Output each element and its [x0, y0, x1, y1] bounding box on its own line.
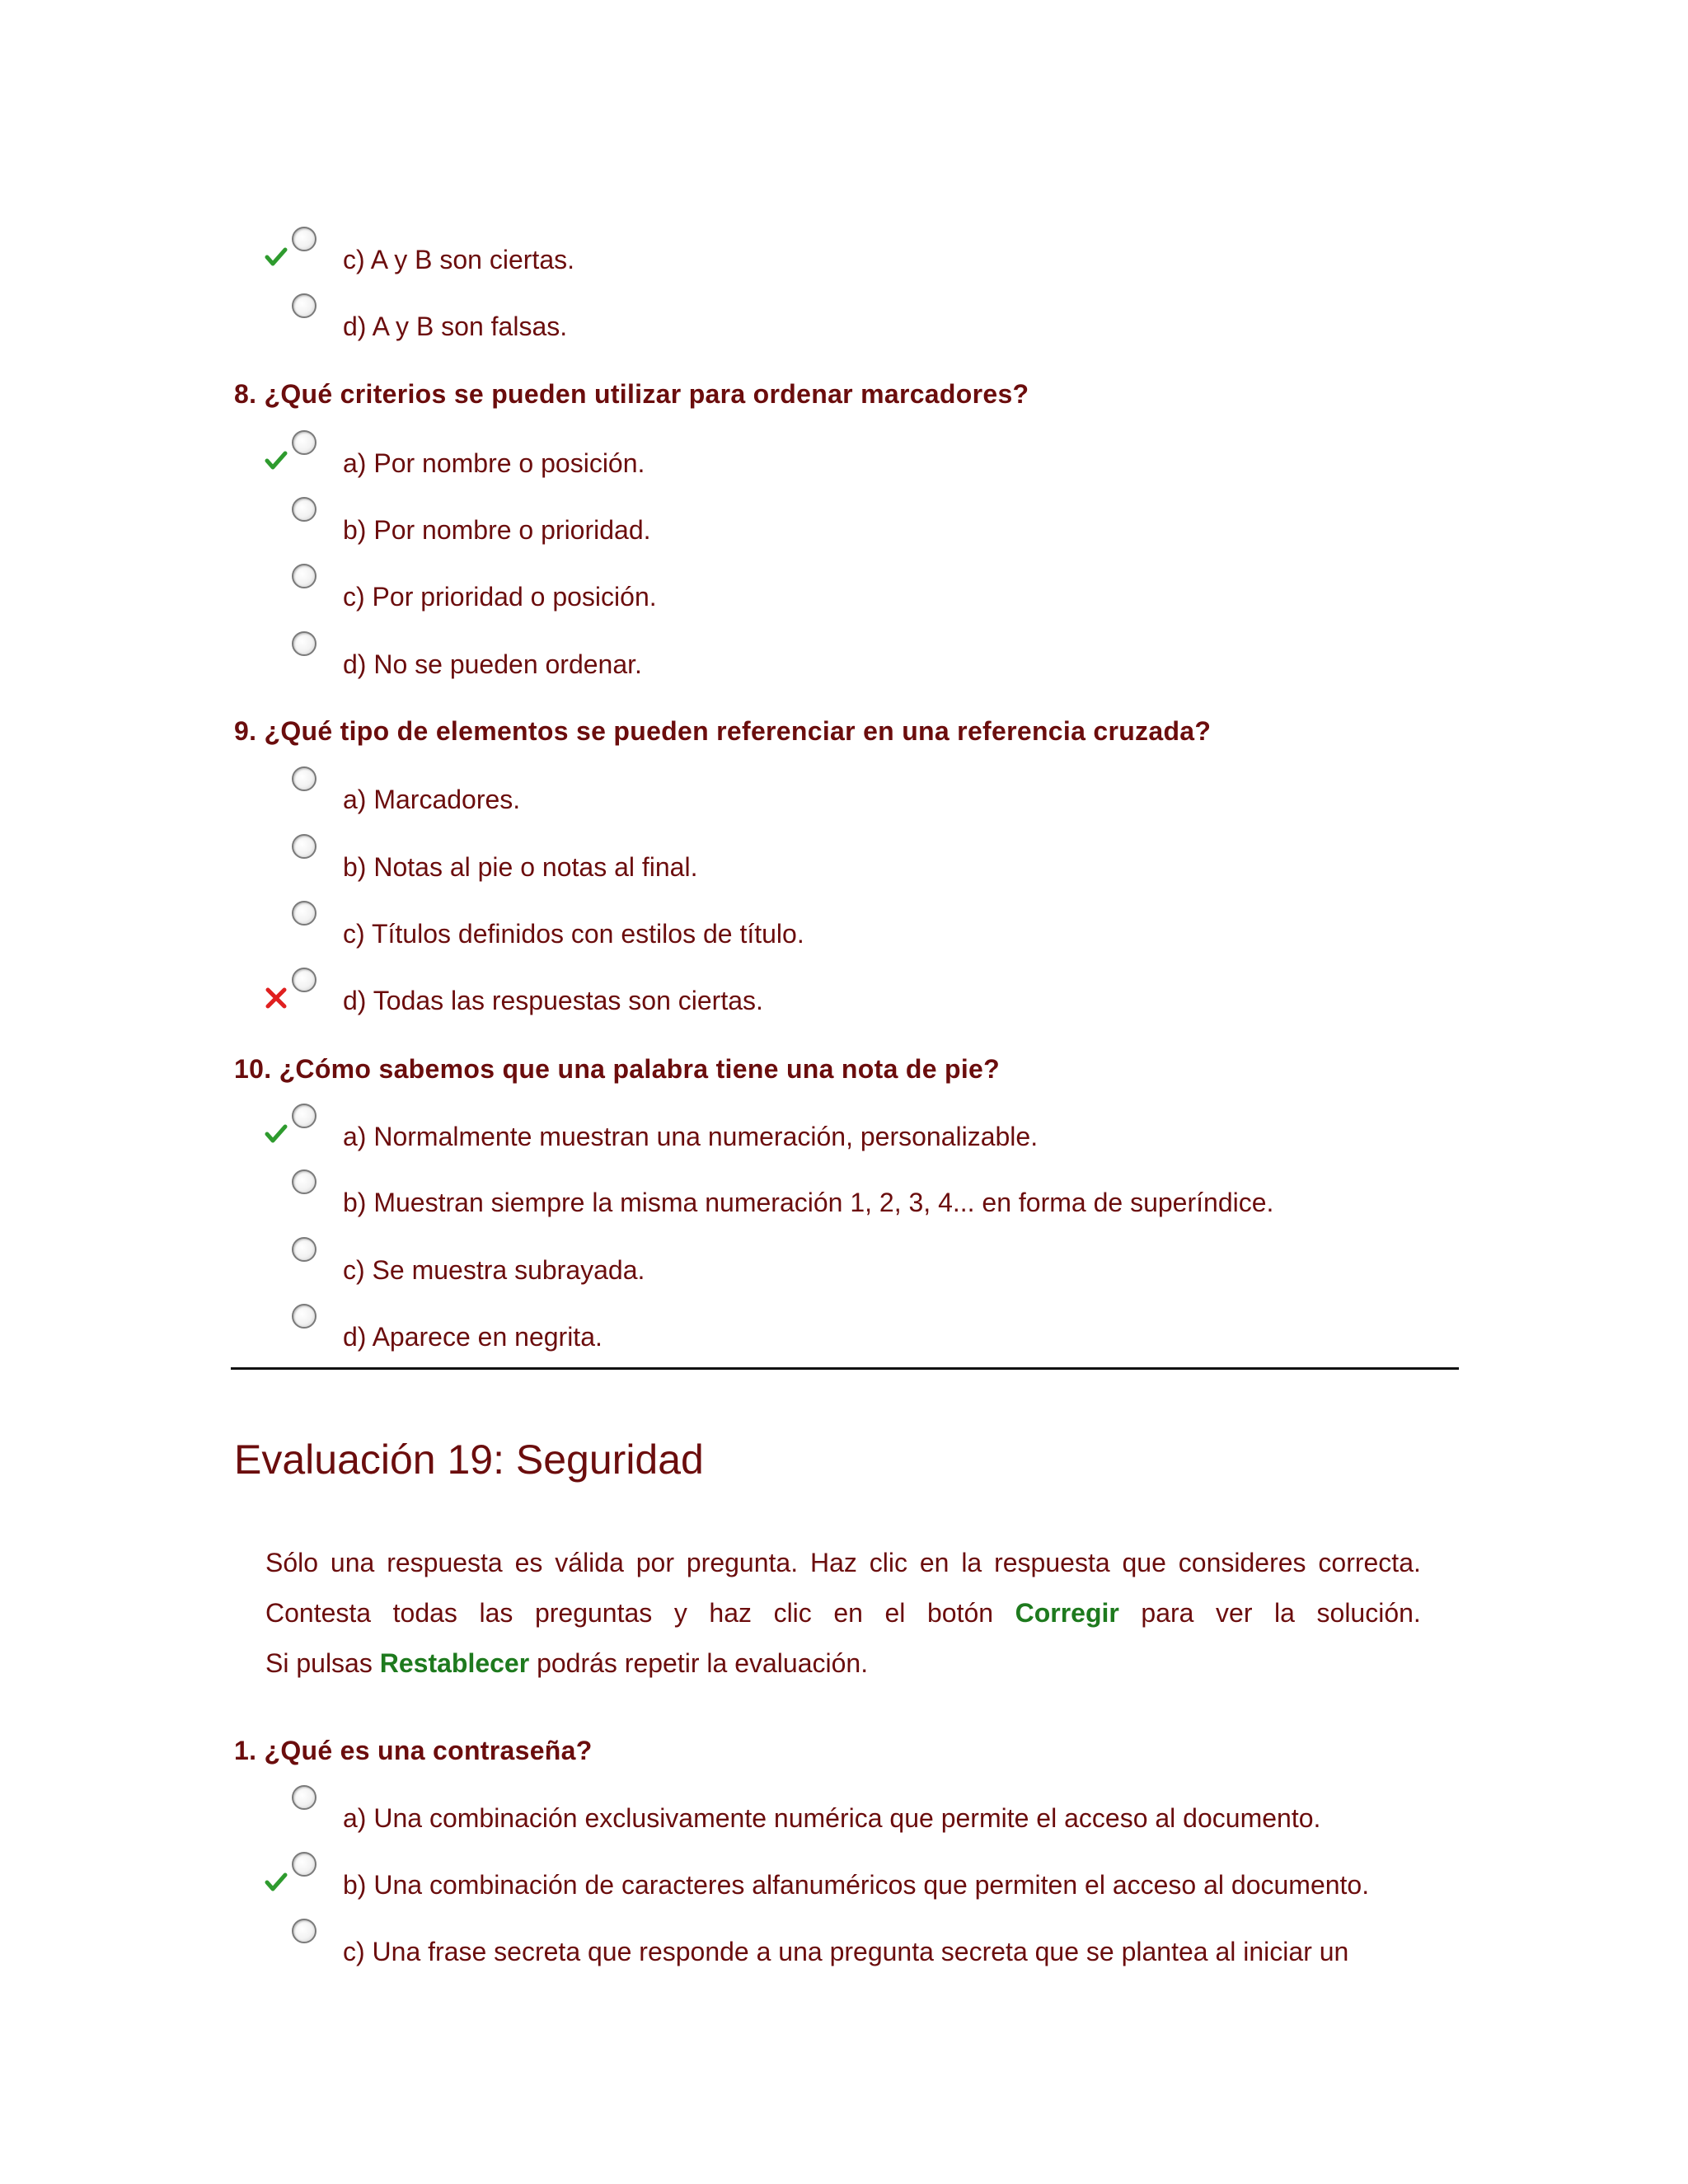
option-label: a) Marcadores.: [343, 785, 521, 814]
q8-option-d[interactable]: [0, 631, 1688, 689]
intro-word: una: [330, 1548, 375, 1577]
radio-button[interactable]: [292, 564, 316, 588]
option-label: b) Una combinación de caracteres alfanuméricos que permiten el acceso al documento.: [343, 1870, 1370, 1900]
option-label: c) Se muestra subrayada.: [343, 1255, 645, 1285]
option-label: c) Por prioridad o posición.: [343, 582, 657, 612]
corregir-keyword: Corregir: [1015, 1598, 1119, 1628]
q9-option-d[interactable]: [0, 968, 1688, 1025]
intro-line-3: [265, 1648, 1421, 1679]
intro-line-2: [265, 1598, 1421, 1629]
q9-option-b[interactable]: [0, 834, 1688, 892]
intro-word: preguntas: [534, 1598, 653, 1628]
radio-button[interactable]: [292, 1785, 316, 1810]
question-8-title: 8. ¿Qué criterios se pueden utilizar para ordenar marcadores?: [234, 379, 1029, 409]
q9-option-c[interactable]: [0, 901, 1688, 958]
intro-word: correcta.: [1318, 1548, 1421, 1577]
q8-option-a[interactable]: [0, 430, 1688, 488]
intro-word: en: [919, 1548, 950, 1577]
radio-button[interactable]: [292, 766, 316, 791]
intro-word: que: [1122, 1548, 1166, 1577]
q10-option-b[interactable]: [0, 1169, 1688, 1227]
intro-word: por: [635, 1548, 674, 1577]
intro-text: podrás repetir la evaluación.: [529, 1648, 869, 1678]
option-label: b) Notas al pie o notas al final.: [343, 852, 698, 882]
restablecer-keyword: Restablecer: [379, 1648, 530, 1678]
q8-option-b[interactable]: [0, 497, 1688, 555]
option-label: d) Aparece en negrita.: [343, 1322, 603, 1352]
radio-button[interactable]: [292, 1169, 316, 1194]
intro-word: clic: [773, 1598, 812, 1628]
radio-button[interactable]: [292, 497, 316, 522]
intro-word: respuesta: [994, 1548, 1110, 1577]
radio-button[interactable]: [292, 901, 316, 926]
section-divider: [231, 1367, 1459, 1370]
correct-check-icon: [264, 448, 288, 473]
q9-option-a[interactable]: [0, 766, 1688, 824]
intro-word: Sólo: [265, 1548, 319, 1577]
intro-word: para: [1141, 1598, 1194, 1628]
intro-word: Contesta: [265, 1598, 372, 1628]
correct-check-icon: [264, 1122, 288, 1146]
option-label: d) A y B son falsas.: [343, 312, 568, 341]
option-label: d) Todas las respuestas son ciertas.: [343, 986, 763, 1015]
option-label: a) Por nombre o posición.: [343, 448, 645, 478]
intro-word: haz: [709, 1598, 752, 1628]
q10-option-a[interactable]: [0, 1104, 1688, 1161]
option-label: c) Títulos definidos con estilos de título.: [343, 919, 804, 949]
q7-option-d[interactable]: [0, 293, 1688, 351]
s19-q1-option-c[interactable]: [0, 1919, 1688, 1976]
intro-word: en: [833, 1598, 863, 1628]
intro-word: todas: [392, 1598, 457, 1628]
wrong-cross-icon: [264, 986, 288, 1010]
question-10-title: 10. ¿Cómo sabemos que una palabra tiene una nota de pie?: [234, 1054, 1000, 1084]
s19-q1-option-a[interactable]: [0, 1785, 1688, 1843]
s19-question-1-title: 1. ¿Qué es una contraseña?: [234, 1736, 593, 1765]
option-label: b) Muestran siempre la misma numeración 1, 2, 3, 4... en forma de superíndice.: [343, 1188, 1274, 1217]
q8-option-c[interactable]: [0, 564, 1688, 621]
intro-word: y: [673, 1598, 687, 1628]
radio-button[interactable]: [292, 631, 316, 656]
intro-word: consideres: [1178, 1548, 1306, 1577]
radio-button[interactable]: [292, 1104, 316, 1128]
option-label: d) No se pueden ordenar.: [343, 649, 642, 679]
option-label: b) Por nombre o prioridad.: [343, 515, 651, 545]
intro-word: el: [884, 1598, 906, 1628]
intro-word: pregunta.: [686, 1548, 799, 1577]
option-label: a) Una combinación exclusivamente numérica que permite el acceso al documento.: [343, 1803, 1321, 1833]
q10-option-d[interactable]: [0, 1304, 1688, 1361]
radio-button[interactable]: [292, 1919, 316, 1943]
option-label: c) A y B son ciertas.: [343, 245, 574, 274]
intro-word: botón: [926, 1598, 994, 1628]
s19-q1-option-b[interactable]: [0, 1852, 1688, 1910]
q7-option-c[interactable]: [0, 227, 1688, 284]
option-label: a) Normalmente muestran una numeración, personalizable.: [343, 1122, 1039, 1151]
intro-line-1: [265, 1548, 1421, 1578]
radio-button[interactable]: [292, 968, 316, 992]
intro-word: respuesta: [387, 1548, 503, 1577]
radio-button[interactable]: [292, 1852, 316, 1877]
intro-word: Haz: [809, 1548, 857, 1577]
radio-button[interactable]: [292, 1304, 316, 1329]
intro-word: la: [961, 1548, 982, 1577]
intro-word: solución.: [1316, 1598, 1421, 1628]
radio-button[interactable]: [292, 1237, 316, 1262]
radio-button[interactable]: [292, 293, 316, 318]
radio-button[interactable]: [292, 430, 316, 455]
intro-word: ver: [1216, 1598, 1253, 1628]
option-label: c) Una frase secreta que responde a una pregunta secreta que se plantea al iniciar un: [343, 1937, 1349, 1966]
correct-check-icon: [264, 1870, 288, 1895]
radio-button[interactable]: [292, 834, 316, 859]
intro-word: la: [1274, 1598, 1295, 1628]
radio-button[interactable]: [292, 227, 316, 251]
intro-text: Si pulsas: [265, 1648, 380, 1678]
question-9-title: 9. ¿Qué tipo de elementos se pueden referenciar en una referencia cruzada?: [234, 716, 1212, 746]
intro-word: es: [514, 1548, 543, 1577]
correct-check-icon: [264, 245, 288, 269]
intro-word: las: [479, 1598, 513, 1628]
section-title: Evaluación 19: Seguridad: [234, 1436, 704, 1483]
q10-option-c[interactable]: [0, 1237, 1688, 1295]
intro-word: válida: [555, 1548, 624, 1577]
intro-word: clic: [869, 1548, 907, 1577]
